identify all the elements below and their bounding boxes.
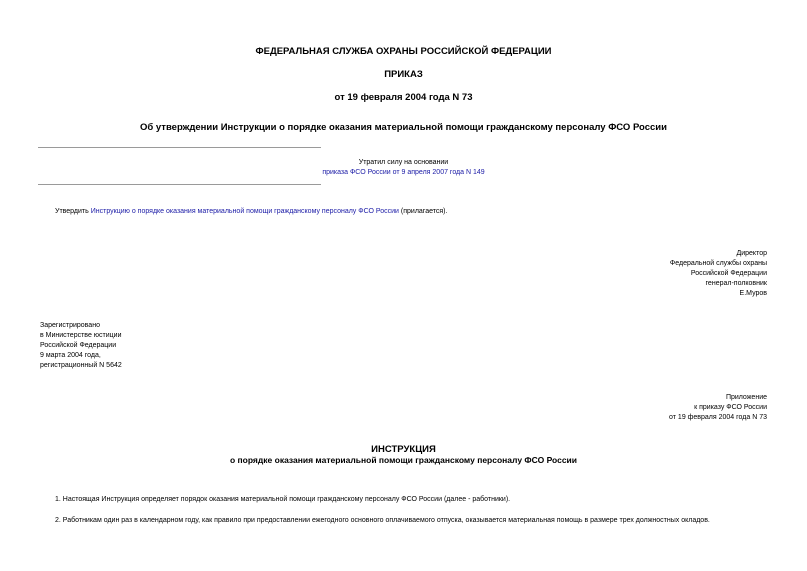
divider-bottom [38, 184, 321, 185]
appendix-block [669, 393, 767, 423]
agency-name: ФЕДЕРАЛЬНАЯ СЛУЖБА ОХРАНЫ РОССИЙСКОЙ ФЕДЕРАЦИИ [255, 46, 552, 57]
approve-suffix: (прилагается). [400, 208, 448, 215]
registration-line: 9 марта 2004 года, [40, 352, 101, 359]
order-date-number: от 19 февраля 2004 года N 73 [334, 92, 473, 103]
approve-prefix: Утвердить [55, 208, 89, 215]
registration-line: регистрационный N 5642 [40, 362, 122, 369]
status-note-link[interactable]: приказа ФСО России от 9 апреля 2007 года N 149 [322, 169, 485, 176]
signature-line: Федеральной службы охраны [669, 260, 767, 267]
signature-line: Российской Федерации [690, 270, 767, 277]
appendix-line: Приложение [725, 394, 767, 401]
instruction-subtitle: о порядке оказания материальной помощи гражданскому персоналу ФСО России [229, 455, 578, 465]
signature-block [670, 249, 767, 299]
signature-line: Е.Муров [739, 290, 767, 297]
signature-line: Директор [736, 250, 767, 257]
instruction-link[interactable]: Инструкцию о порядке оказания материальной помощи гражданскому персоналу ФСО России [90, 208, 399, 215]
appendix-line: к приказу ФСО России [694, 404, 767, 411]
appendix-line: от 19 февраля 2004 года N 73 [669, 414, 767, 421]
status-note [0, 158, 807, 178]
divider-top [38, 147, 321, 148]
registration-line: Зарегистрировано [40, 322, 100, 329]
status-note-text: Утратил силу на основании [358, 159, 449, 166]
document-type: ПРИКАЗ [384, 69, 423, 80]
signature-line: генерал-полковник [705, 280, 767, 287]
registration-block [40, 321, 122, 371]
instruction-item-2: 2. Работникам один раз в календарном году, как правило при предоставлении ежегодного основного оплачиваемого отпуска, оказывается материальная помощь в размере трех должностных окладов. [55, 517, 710, 524]
approve-paragraph [55, 207, 447, 217]
instruction-title: ИНСТРУКЦИЯ [371, 444, 436, 455]
registration-line: Российской Федерации [40, 342, 117, 349]
order-title: Об утверждении Инструкции о порядке оказания материальной помощи гражданскому персоналу ФСО России [140, 122, 667, 133]
registration-line: в Министерстве юстиции [40, 332, 122, 339]
instruction-item-1: 1. Настоящая Инструкция определяет порядок оказания материальной помощи гражданскому персоналу ФСО России (далее - работники). [55, 496, 511, 503]
